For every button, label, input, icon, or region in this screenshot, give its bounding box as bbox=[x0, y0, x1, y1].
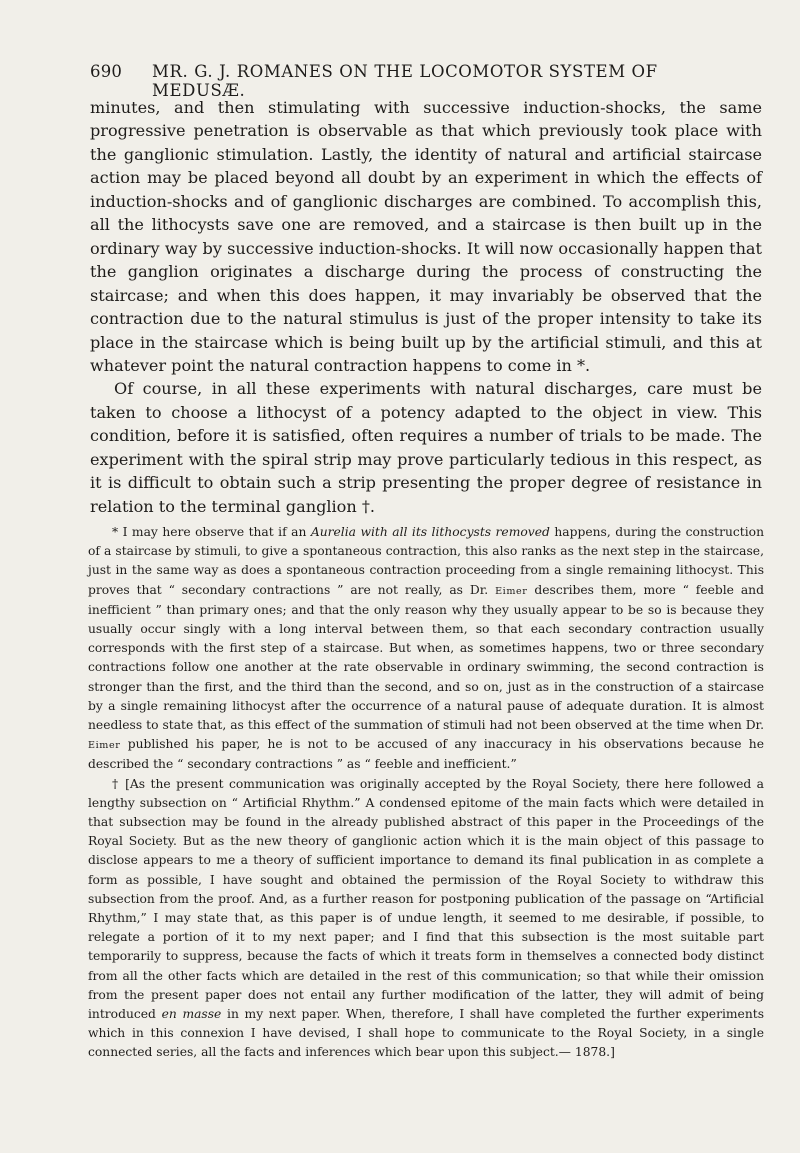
footnote-dagger bbox=[88, 775, 764, 1063]
paragraph-2: Of course, in all these experiments with natural discharges, care must be taken to choose a lithocyst of a potency adapted to the object in view. This condition, before it is satisfied, often requires a number of trials to be made. The experiment with the spiral strip may prove particularly tedious in this respect, as it is difficult to obtain such a strip presenting the proper degree of resistance in relation to the terminal ganglion †. bbox=[90, 379, 762, 516]
page-number: 690 bbox=[90, 62, 123, 81]
author-name: Eimer bbox=[88, 740, 121, 752]
paragraph-1: minutes, and then stimulating with successive induction-shocks, the same progressive penetration is observable as that which previously took place with the ganglionic stimulation. Lastly, the identity of natural and artificial staircase action may be placed beyond all doubt by an experiment in which the effects of induction-shocks and of ganglionic discharges are combined. To accomplish this, all the lithocysts save one are removed, and a staircase is then built up in the ordinary way by successive induction-shocks. It will now occasionally happen that the ganglion originates a discharge during the process of constructing the staircase; and when this does happen, it may invariably be observed that the contraction due to the natural stimulus is just of the proper intensity to take its place in the staircase which is being built up by the artificial stimuli, and this at whatever point the natural contraction happens to come in *. bbox=[90, 98, 762, 375]
footnote-text: happens, during the construction of a staircase by stimuli, to give a spontaneous contraction, this also ranks as the next step in the staircase, just in the same way as does a spontaneous contraction proceeding from a single remaining lithocyst. This proves that “ secondary contractions ” are not really, as Dr. bbox=[88, 525, 764, 597]
main-text bbox=[90, 96, 762, 518]
footnote-text: * I may here observe that if an bbox=[112, 525, 311, 539]
footnote-italic: en masse bbox=[161, 1007, 222, 1022]
running-title: MR. G. J. ROMANES ON THE LOCOMOTOR SYSTEM OF MEDUSÆ. bbox=[152, 62, 658, 100]
footnote-text: published his paper, he is not to be accused of any inaccuracy in his observations because he described the “ secondary contractions ” as “ feeble and inefficient.” bbox=[88, 737, 764, 772]
footnotes bbox=[88, 523, 764, 1063]
footnote-text: in my next paper. When, therefore, I shall have completed the further experiments which in this connexion I have devised, I shall hope to communicate to the Royal Society, in a single connected series, all the facts and inferences which bear upon this subject.— 1878.] bbox=[88, 1007, 764, 1060]
footnote-text: † [As the present communication was originally accepted by the Royal Society, there here followed a lengthy subsection on “ Artificial Rhythm.” A condensed epitome of the main facts which were detailed in that subsection may be found in the already published abstract of this paper in the Proceedings of the Royal Society. But as the new theory of ganglionic action which it is the main object of this passage to disclose appears to me a theory of sufficient importance to demand its final publication in as complete a form as possible, I have sought and obtained the permission of the Royal Society to withdraw this subsection from the proof. And, as a further reason for postponing publication of the passage on “Artificial Rhythm,” I may state that, as this paper is of undue length, it seemed to me desirable, if possible, to relegate a portion of it to my next paper; and I find that this subsection is the most suitable part temporarily to suppress, because the facts of which it treats form in themselves a connected body distinct from all the other facts which are detailed in the rest of this communication; so that while their omission from the present paper does not entail any further modification of the latter, they will admit of being introduced bbox=[88, 776, 764, 1022]
footnote-text: describes them, more “ feeble and inefficient ” than primary ones; and that the only reason why they usually appear to be so is because they usually occur singly with a long interval between them, so that each secondary contraction usually corresponds with the first step of a staircase. But when, as sometimes happens, two or three secondary contractions follow one another at the rate observable in ordinary swimming, the second contraction is stronger than the first, and the third than the second, and so on, just as in the construction of a staircase by a single remaining lithocyst after the occurrence of a natural pause of adequate duration. It is almost needless to state that, as this effect of the summation of stimuli had not been observed at the time when Dr. bbox=[88, 582, 764, 733]
footnote-italic: Aurelia with all its lithocysts removed bbox=[310, 525, 550, 539]
footnote-asterisk bbox=[88, 523, 764, 775]
author-name: Eimer bbox=[495, 585, 528, 597]
